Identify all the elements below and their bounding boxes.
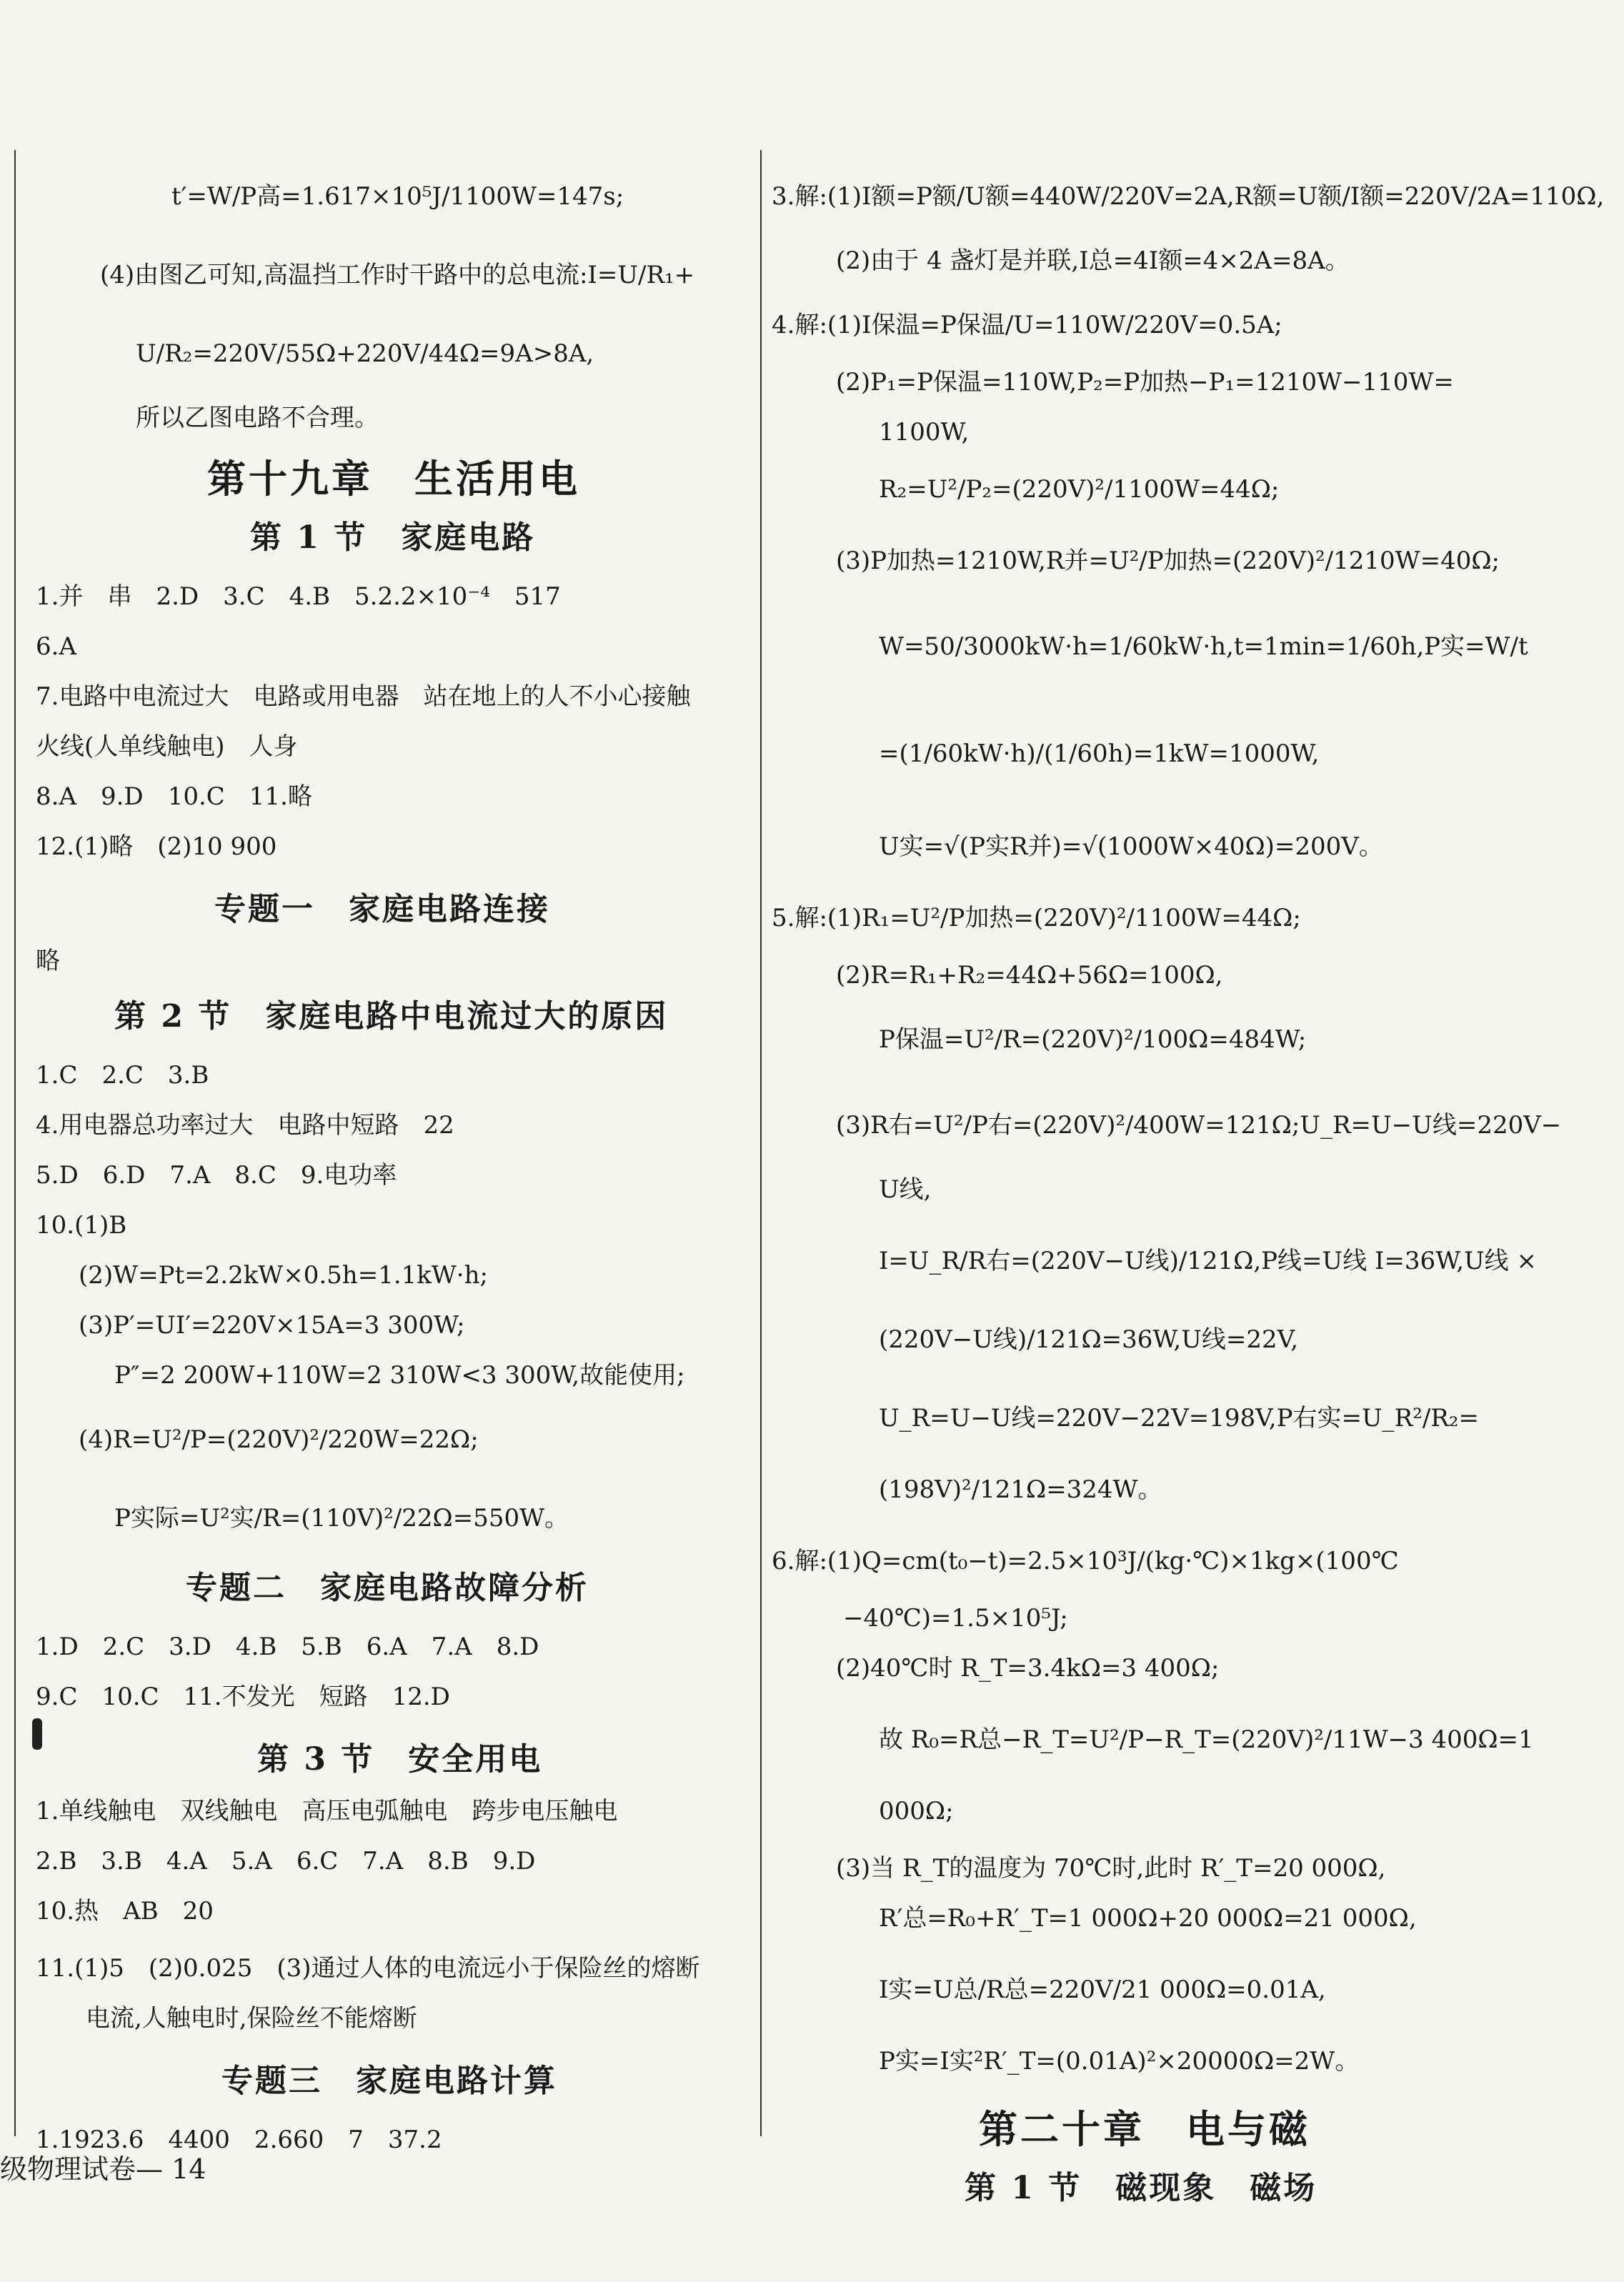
heading-left-24: 专题二 家庭电路故障分析 — [186, 1570, 589, 1606]
text-line-right-3: (2)P₁=P保温=110W,P₂=P加热−P₁=1210W−110W= — [836, 368, 1454, 397]
column-divider — [760, 150, 762, 2136]
left-margin-rule — [14, 150, 16, 2136]
heading-left-4: 第十九章 生活用电 — [207, 456, 580, 502]
text-line-right-18: (198V)²/121Ω=324W。 — [879, 1475, 1162, 1504]
text-line-right-12: P保温=U²/R=(220V)²/100Ω=484W; — [879, 1025, 1307, 1054]
text-line-right-1: (2)由于 4 盏灯是并联,I总=4I额=4×2A=8A。 — [836, 246, 1350, 275]
text-line-left-2: U/R₂=220V/55Ω+220V/44Ω=9A>8A, — [136, 339, 594, 368]
text-line-right-0: 3.解:(1)I额=P额/U额=440W/220V=2A,R额=U额/I额=220V/2A=110Ω, — [772, 182, 1605, 211]
heading-left-14: 第 2 节 家庭电路中电流过大的原因 — [114, 998, 669, 1035]
text-line-left-23: P实际=U²实/R=(110V)²/22Ω=550W。 — [114, 1504, 569, 1533]
text-line-right-22: 故 R₀=R总−R_T=U²/P−R_T=(220V)²/11W−3 400Ω=1 — [879, 1725, 1534, 1754]
text-line-left-26: 9.C 10.C 11.不发光 短路 12.D — [36, 1683, 450, 1711]
text-line-left-15: 1.C 2.C 3.B — [36, 1061, 209, 1090]
text-line-right-11: (2)R=R₁+R₂=44Ω+56Ω=100Ω, — [836, 961, 1223, 990]
text-line-left-31: 11.(1)5 (2)0.025 (3)通过人体的电流远小于保险丝的熔断 — [36, 1954, 700, 1983]
heading-left-33: 专题三 家庭电路计算 — [221, 2063, 557, 2099]
text-line-right-19: 6.解:(1)Q=cm(t₀−t)=2.5×10³J/(kg·℃)×1kg×(100℃ — [772, 1547, 1399, 1575]
text-line-left-20: (3)P′=UI′=220V×15A=3 300W; — [79, 1311, 465, 1340]
text-line-right-5: R₂=U²/P₂=(220V)²/1100W=44Ω; — [879, 475, 1280, 504]
heading-right-29: 第 1 节 磁现象 磁场 — [965, 2170, 1317, 2206]
text-line-left-7: 6.A — [36, 632, 76, 661]
text-line-left-29: 2.B 3.B 4.A 5.A 6.C 7.A 8.B 9.D — [36, 1847, 536, 1875]
text-line-left-9: 火线(人单线触电) 人身 — [36, 732, 298, 761]
text-line-left-30: 10.热 AB 20 — [36, 1897, 214, 1925]
text-line-right-20: −40℃)=1.5×10⁵J; — [843, 1604, 1068, 1633]
text-line-right-15: I=U_R/R右=(220V−U线)/121Ω,P线=U线 I=36W,U线 × — [879, 1247, 1537, 1275]
text-line-right-14: U线, — [879, 1175, 932, 1204]
text-line-left-32: 电流,人触电时,保险丝不能熔断 — [86, 2004, 417, 2033]
text-line-left-0: t′=W/P高=1.617×10⁵J/1100W=147s; — [171, 182, 624, 211]
text-line-right-16: (220V−U线)/121Ω=36W,U线=22V, — [879, 1325, 1299, 1354]
text-line-right-6: (3)P加热=1210W,R并=U²/P加热=(220V)²/1210W=40Ω; — [836, 547, 1500, 575]
text-line-right-21: (2)40℃时 R_T=3.4kΩ=3 400Ω; — [836, 1654, 1220, 1683]
text-line-right-24: (3)当 R_T的温度为 70℃时,此时 R′_T=20 000Ω, — [836, 1854, 1386, 1883]
text-line-left-8: 7.电路中电流过大 电路或用电器 站在地上的人不小心接触 — [36, 682, 691, 711]
text-line-right-8: =(1/60kW·h)/(1/60h)=1kW=1000W, — [879, 739, 1320, 768]
text-line-left-22: (4)R=U²/P=(220V)²/220W=22Ω; — [79, 1425, 479, 1454]
text-line-left-13: 略 — [36, 947, 60, 975]
text-line-left-25: 1.D 2.C 3.D 4.B 5.B 6.A 7.A 8.D — [36, 1633, 539, 1661]
page-footer: 级物理试卷— 14 — [0, 2153, 206, 2185]
text-line-right-17: U_R=U−U线=220V−22V=198V,P右实=U_R²/R₂= — [879, 1404, 1480, 1433]
text-line-left-19: (2)W=Pt=2.2kW×0.5h=1.1kW·h; — [79, 1261, 488, 1290]
text-line-left-28: 1.单线触电 双线触电 高压电弧触电 跨步电压触电 — [36, 1797, 618, 1825]
text-line-right-23: 000Ω; — [879, 1797, 954, 1825]
heading-left-27: 第 3 节 安全用电 — [257, 1741, 543, 1778]
text-line-right-27: P实=I实²R′_T=(0.01A)²×20000Ω=2W。 — [879, 2047, 1360, 2076]
text-line-right-4: 1100W, — [879, 418, 970, 447]
heading-left-12: 专题一 家庭电路连接 — [214, 891, 550, 927]
text-line-left-10: 8.A 9.D 10.C 11.略 — [36, 782, 312, 811]
heading-right-28: 第二十章 电与磁 — [979, 2106, 1310, 2152]
text-line-right-9: U实=√(P实R并)=√(1000W×40Ω)=200V。 — [879, 832, 1383, 861]
text-line-left-6: 1.并 串 2.D 3.C 4.B 5.2.2×10⁻⁴ 517 — [36, 582, 561, 611]
text-line-left-3: 所以乙图电路不合理。 — [136, 404, 379, 432]
text-line-right-26: I实=U总/R总=220V/21 000Ω=0.01A, — [879, 1975, 1326, 2004]
text-line-right-2: 4.解:(1)I保温=P保温/U=110W/220V=0.5A; — [772, 311, 1282, 339]
text-line-left-16: 4.用电器总功率过大 电路中短路 22 — [36, 1111, 454, 1140]
text-line-left-18: 10.(1)B — [36, 1211, 127, 1240]
text-line-right-25: R′总=R₀+R′_T=1 000Ω+20 000Ω=21 000Ω, — [879, 1904, 1417, 1933]
text-line-left-21: P″=2 200W+110W=2 310W<3 300W,故能使用; — [114, 1361, 685, 1390]
text-line-right-7: W=50/3000kW·h=1/60kW·h,t=1min=1/60h,P实=W/t — [879, 632, 1528, 661]
text-line-left-34: 1.1923.6 4400 2.660 7 37.2 — [36, 2126, 442, 2154]
heading-left-5: 第 1 节 家庭电路 — [250, 519, 536, 556]
scan-mark — [32, 1718, 42, 1750]
text-line-left-11: 12.(1)略 (2)10 900 — [36, 832, 277, 861]
text-line-left-17: 5.D 6.D 7.A 8.C 9.电功率 — [36, 1161, 397, 1190]
text-line-right-13: (3)R右=U²/P右=(220V)²/400W=121Ω;U_R=U−U线=220V− — [836, 1111, 1562, 1140]
text-line-left-1: (4)由图乙可知,高温挡工作时干路中的总电流:I=U/R₁+ — [100, 261, 695, 289]
text-line-right-10: 5.解:(1)R₁=U²/P加热=(220V)²/1100W=44Ω; — [772, 904, 1301, 932]
